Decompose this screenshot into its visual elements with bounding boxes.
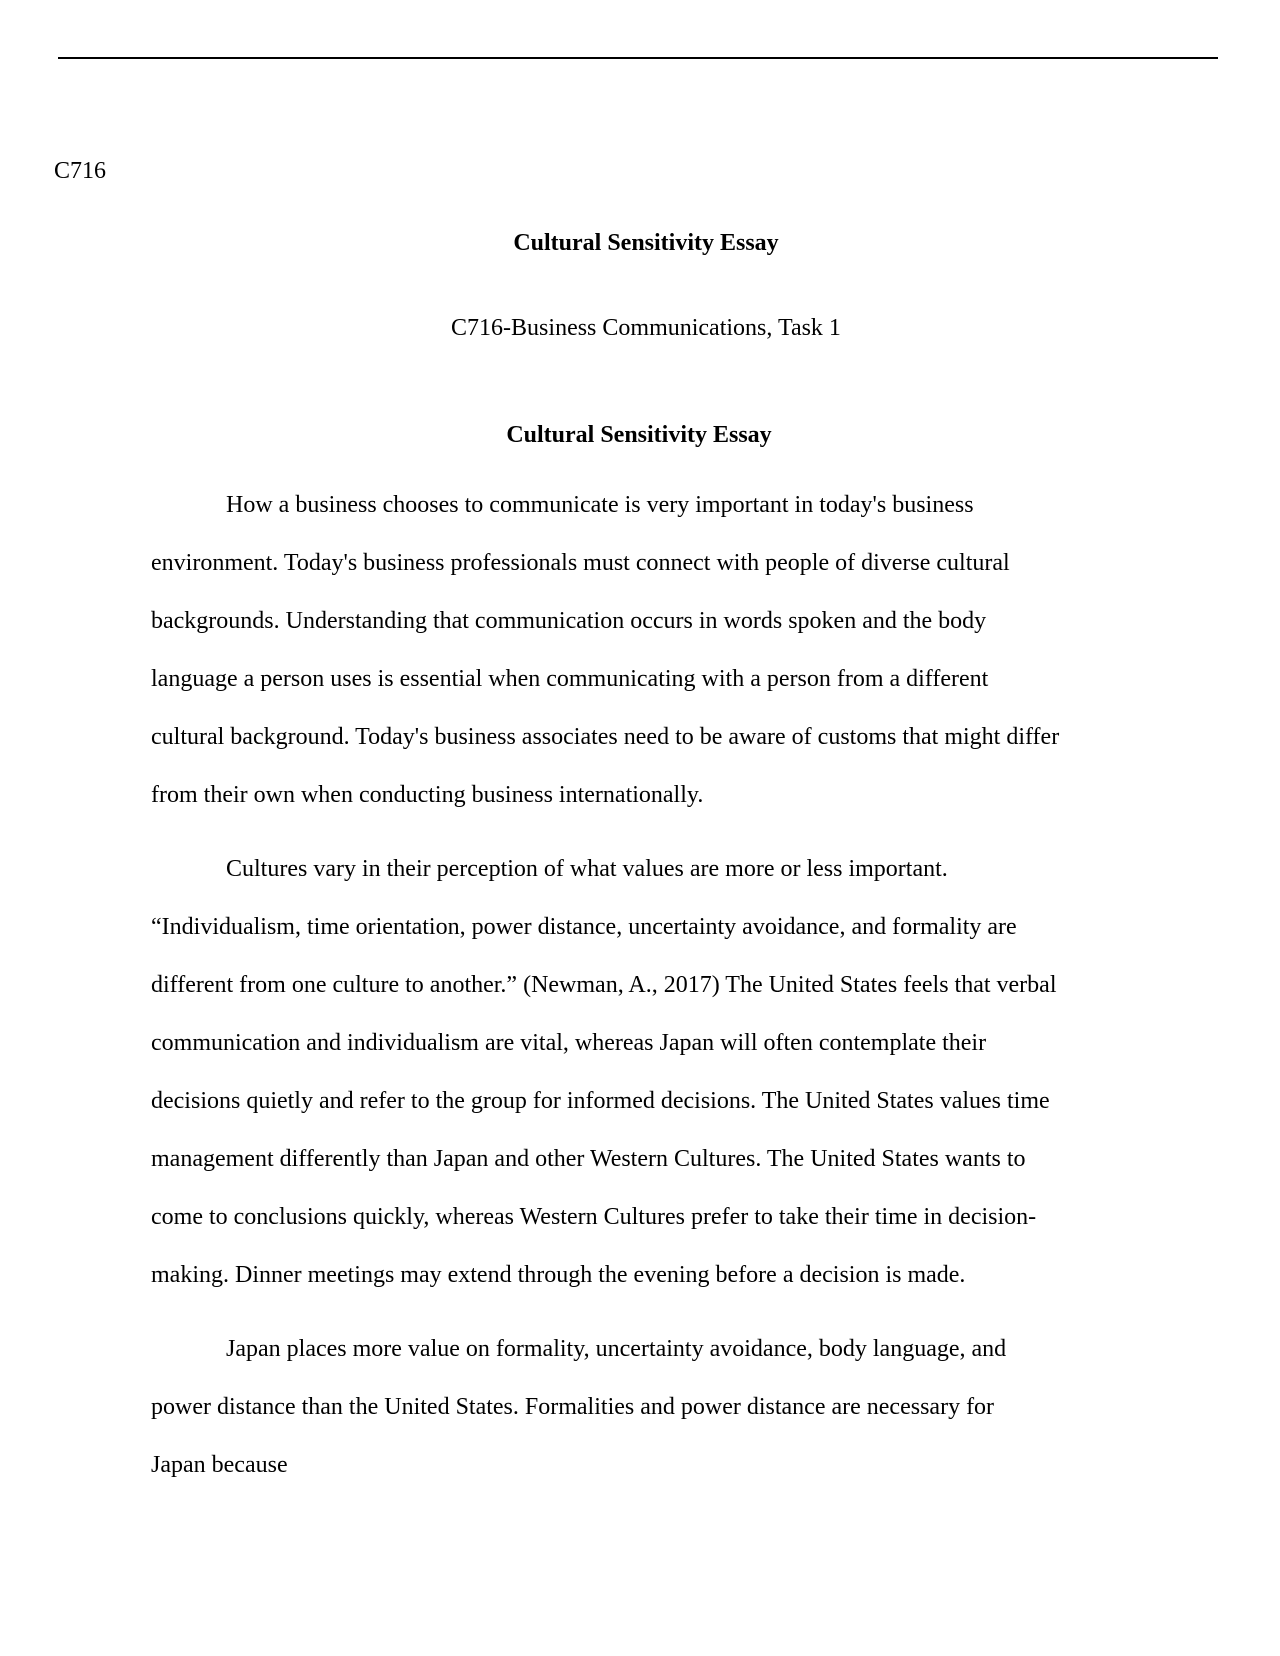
paragraph-line: communication and individualism are vital, whereas Japan will often contemplate their — [151, 1030, 987, 1056]
paragraph-line: Japan places more value on formality, uncertainty avoidance, body language, and — [226, 1336, 1007, 1362]
paragraph-line: from their own when conducting business internationally. — [151, 782, 704, 808]
paragraph-line: How a business chooses to communicate is very important in today's business — [226, 492, 974, 518]
course-subtitle: C716-Business Communications, Task 1 — [451, 315, 841, 341]
paragraph-line: Cultures vary in their perception of what values are more or less important. — [226, 856, 948, 882]
paragraph-line: power distance than the United States. Formalities and power distance are necessary for — [151, 1394, 995, 1420]
essay-paragraph-3 — [151, 1334, 1151, 1508]
essay-body — [151, 490, 1151, 1524]
essay-paragraph-2 — [151, 854, 1151, 1318]
paragraph-line: making. Dinner meetings may extend through the evening before a decision is made. — [151, 1262, 966, 1288]
header-rule — [58, 57, 1218, 59]
paragraph-line: environment. Today's business professionals must connect with people of diverse cultural — [151, 550, 1010, 576]
paragraph-line: Japan because — [151, 1452, 288, 1478]
essay-paragraph-1 — [151, 490, 1151, 838]
paragraph-line: “Individualism, time orientation, power distance, uncertainty avoidance, and formality are — [151, 914, 1017, 940]
paragraph-line: different from one culture to another.” (Newman, A., 2017) The United States feels that verbal — [151, 972, 1057, 998]
paragraph-line: backgrounds. Understanding that communication occurs in words spoken and the body — [151, 608, 987, 634]
paragraph-line: decisions quietly and refer to the group for informed decisions. The United States values time — [151, 1088, 1050, 1114]
essay-heading: Cultural Sensitivity Essay — [506, 422, 772, 448]
paragraph-line: management differently than Japan and other Western Cultures. The United States wants to — [151, 1146, 1026, 1172]
page-title: Cultural Sensitivity Essay — [513, 230, 779, 256]
paragraph-line: cultural background. Today's business associates need to be aware of customs that might differ — [151, 724, 1060, 750]
paragraph-line: come to conclusions quickly, whereas Western Cultures prefer to take their time in decision- — [151, 1204, 1037, 1230]
running-head: C716 — [54, 158, 107, 184]
paragraph-line: language a person uses is essential when communicating with a person from a different — [151, 666, 989, 692]
